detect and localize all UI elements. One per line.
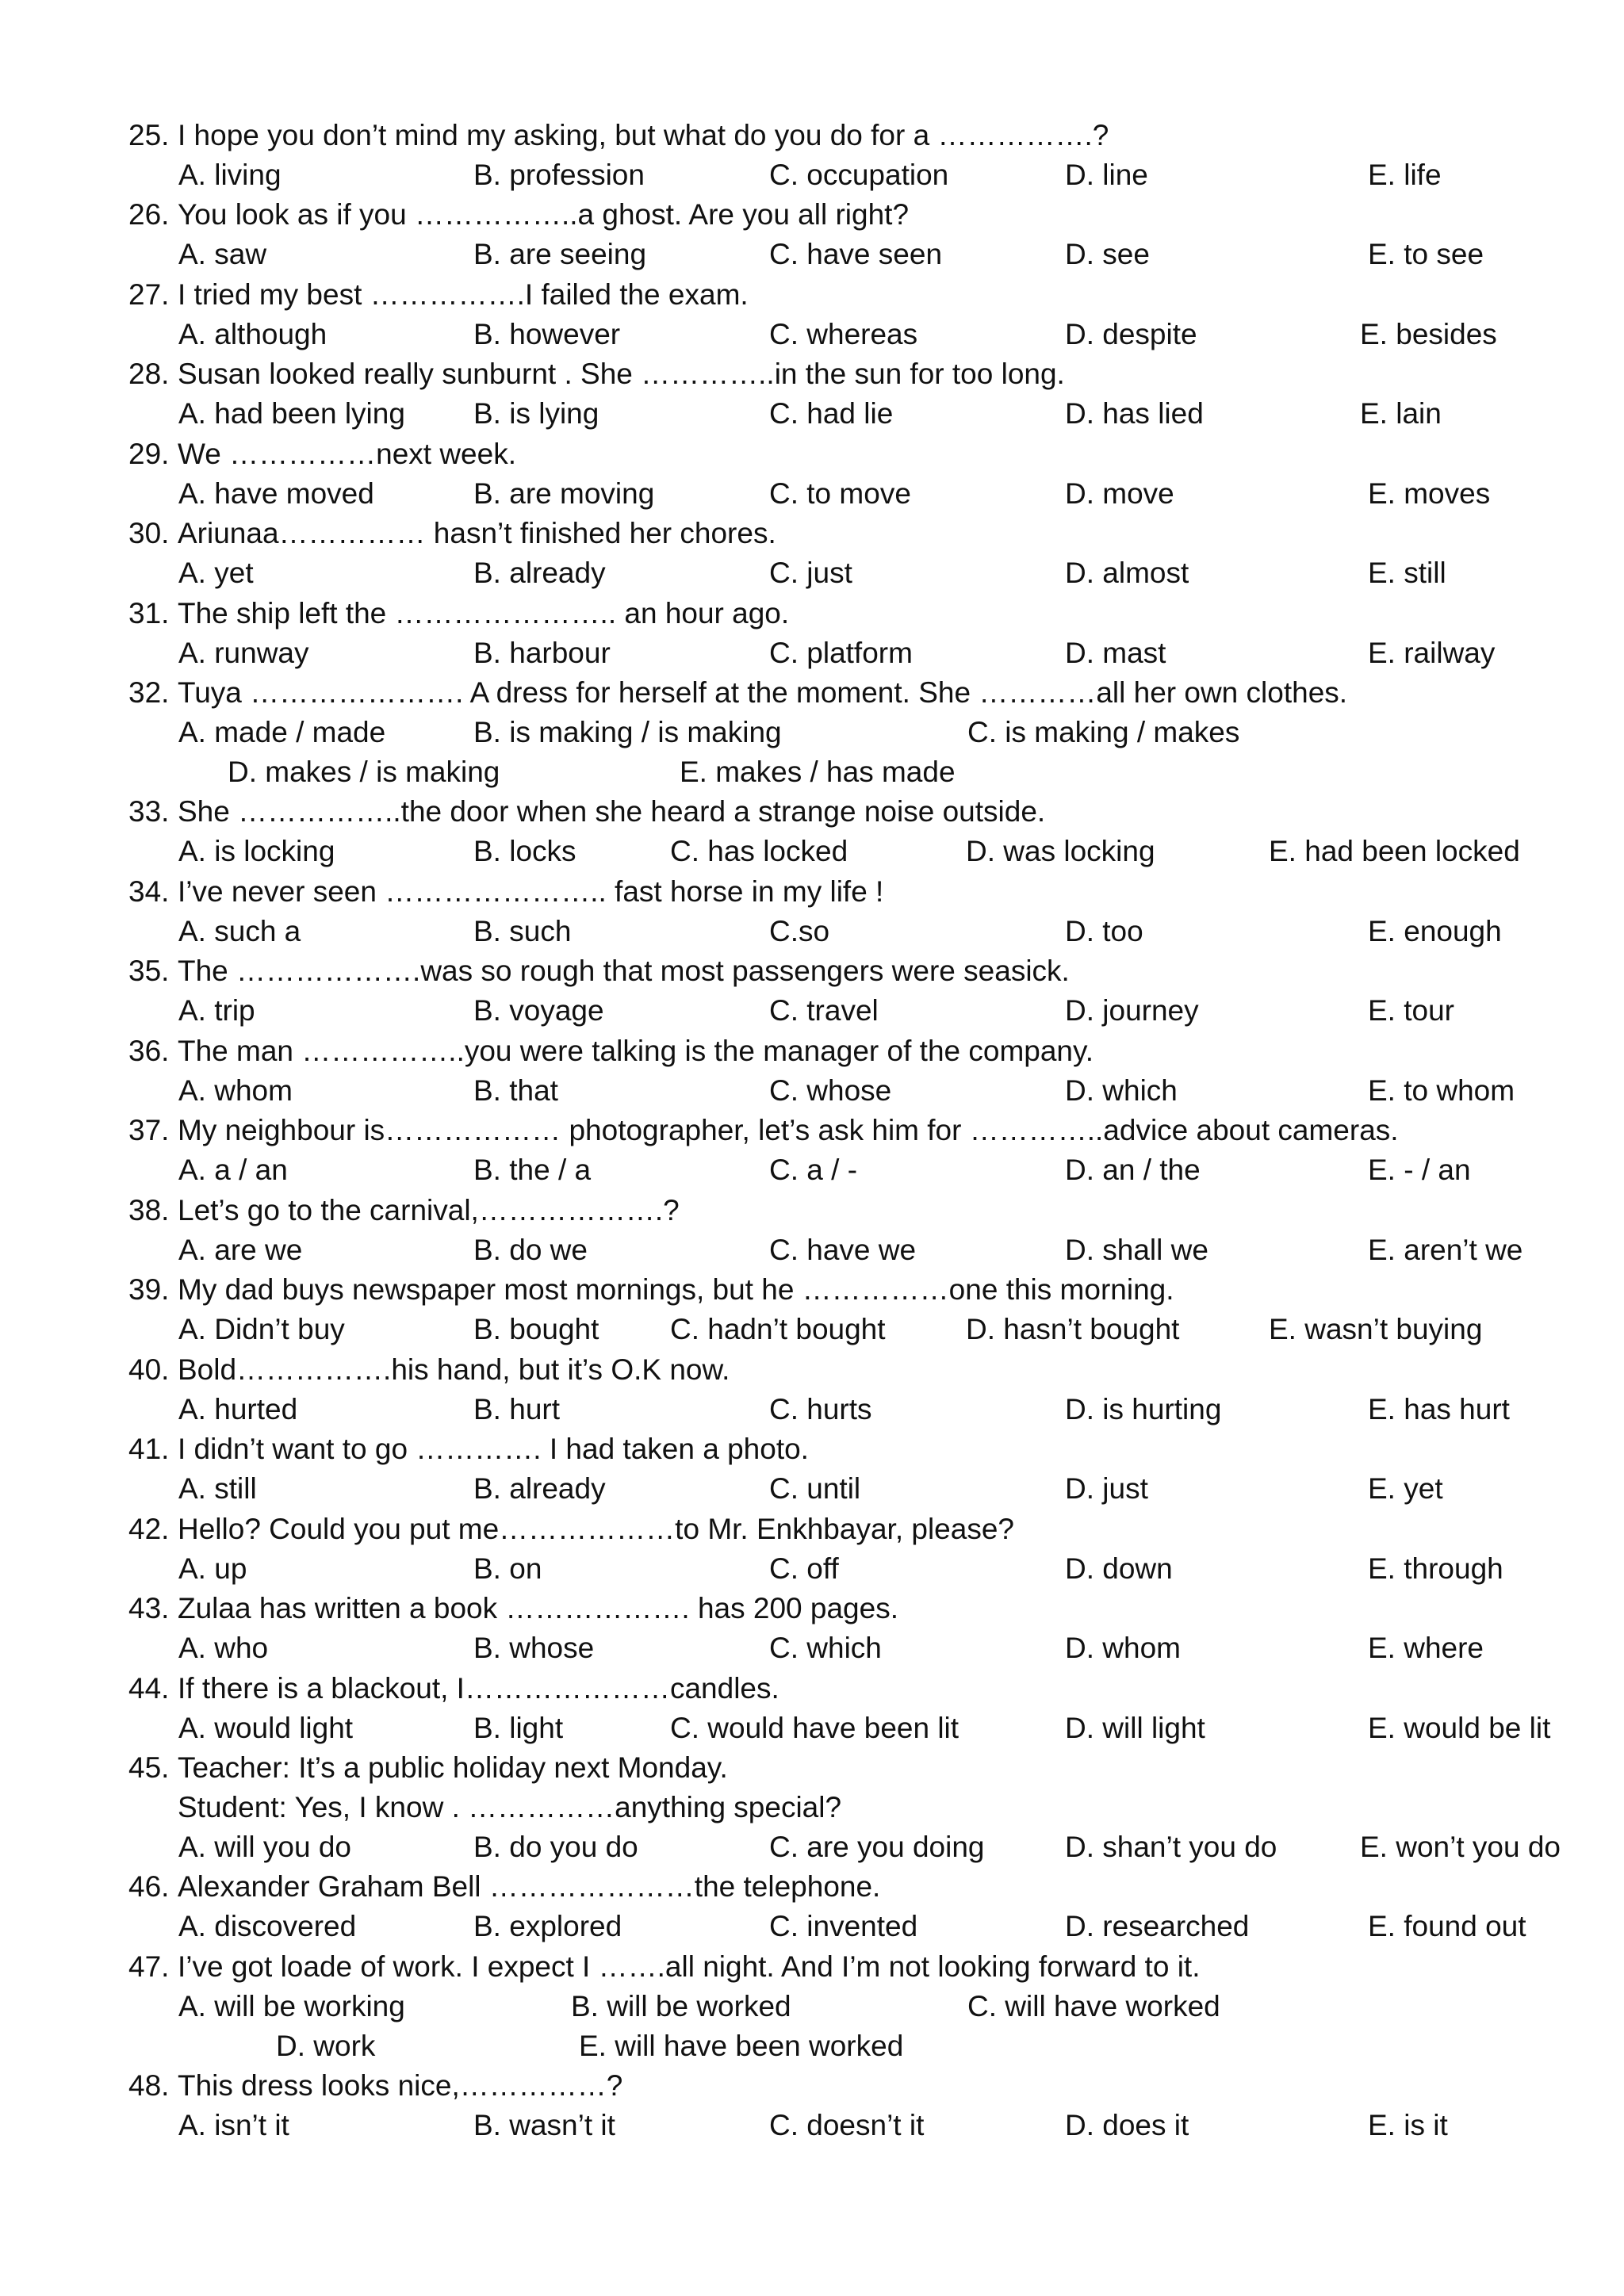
answer-option: C. had lie (769, 397, 894, 430)
answer-option: E. tour (1368, 994, 1454, 1027)
question-45-options (0, 1827, 1624, 1867)
answer-option: E. where (1368, 1632, 1484, 1664)
answer-option: B. wasn’t it (473, 2109, 615, 2141)
answer-option: B. already (473, 557, 606, 589)
answer-option: C. until (769, 1472, 861, 1505)
question-43-stem-line (0, 1589, 1624, 1628)
question-number: 46. (128, 1870, 170, 1903)
answer-option: B. locks (473, 835, 576, 867)
question-36-stem-line (0, 1031, 1624, 1071)
answer-option: D. almost (1065, 557, 1189, 589)
answer-option: E. has hurt (1368, 1393, 1510, 1425)
answer-option: B. harbour (473, 637, 611, 669)
answer-option: B. explored (473, 1910, 622, 1942)
answer-option: C. platform (769, 637, 913, 669)
question-29-options (0, 474, 1624, 514)
question-stem: Tuya …………………. A dress for herself at the moment. She …………all her own clothes. (178, 676, 1348, 709)
answer-option: B. the / a (473, 1154, 592, 1186)
answer-option: B. already (473, 1472, 606, 1505)
answer-option: C. is making / makes (967, 716, 1240, 748)
question-33-options (0, 832, 1624, 871)
question-stem: I tried my best …………….I failed the exam. (178, 278, 749, 311)
question-number: 39. (128, 1273, 170, 1306)
question-stem: The ……………….was so rough that most passengers were seasick. (178, 955, 1070, 987)
question-39-stem-line (0, 1270, 1624, 1310)
question-number: 43. (128, 1592, 170, 1624)
answer-option: D. is hurting (1065, 1393, 1222, 1425)
question-28-stem-line (0, 354, 1624, 394)
answer-option: E. aren’t we (1368, 1234, 1523, 1266)
answer-option: D. journey (1065, 994, 1199, 1027)
question-26-options (0, 235, 1624, 274)
answer-option: A. whom (178, 1074, 293, 1107)
answer-option: B. is making / is making (473, 716, 782, 748)
answer-option: C. hurts (769, 1393, 872, 1425)
question-32-stem-line (0, 673, 1624, 713)
question-28-options (0, 394, 1624, 434)
question-30-options (0, 553, 1624, 593)
answer-option: C. invented (769, 1910, 918, 1942)
answer-option: D. despite (1065, 318, 1197, 350)
answer-option: C. will have worked (967, 1990, 1220, 2022)
answer-option: A. still (178, 1472, 257, 1505)
question-stem: The man ……………..you were talking is the manager of the company. (178, 1035, 1094, 1067)
answer-option: B. light (473, 1712, 564, 1744)
question-number: 35. (128, 955, 170, 987)
question-41-options (0, 1469, 1624, 1509)
answer-option: E. wasn’t buying (1269, 1313, 1483, 1345)
answer-option: D. makes / is making (228, 756, 500, 788)
question-31-options (0, 633, 1624, 673)
answer-option: B. hurt (473, 1393, 560, 1425)
answer-option: E. won’t you do (1360, 1831, 1561, 1863)
question-47-stem-line (0, 1947, 1624, 1987)
question-43-options (0, 1628, 1624, 1668)
answer-option: B. such (473, 915, 572, 947)
answer-option: E. will have been worked (579, 2030, 904, 2062)
question-36-options (0, 1071, 1624, 1111)
answer-option: D. an / the (1065, 1154, 1201, 1186)
question-stem: This dress looks nice,……………? (178, 2069, 623, 2102)
answer-option: C. hadn’t bought (670, 1313, 886, 1345)
answer-option: D. was locking (966, 835, 1155, 867)
question-33-stem-line (0, 792, 1624, 832)
answer-option: C. which (769, 1632, 882, 1664)
question-stem: Susan looked really sunburnt . She …………..in the sun for too long. (178, 358, 1065, 390)
answer-option: C. would have been lit (670, 1712, 959, 1744)
question-number: 36. (128, 1035, 170, 1067)
answer-option: E. besides (1360, 318, 1497, 350)
answer-option: D. line (1065, 159, 1148, 191)
answer-option: B. are moving (473, 477, 655, 510)
question-stem: She ……………..the door when she heard a strange noise outside. (178, 795, 1046, 828)
answer-option: E. would be lit (1368, 1712, 1551, 1744)
question-stem: I’ve never seen ………………….. fast horse in my life ! (178, 875, 884, 908)
question-stem: Hello? Could you put me………………to Mr. Enkhbayar, please? (178, 1513, 1014, 1545)
question-48-options (0, 2106, 1624, 2145)
answer-option: C. a / - (769, 1154, 858, 1186)
answer-option: B. voyage (473, 994, 604, 1027)
question-42-options (0, 1549, 1624, 1589)
question-number: 34. (128, 875, 170, 908)
question-48-stem-line (0, 2066, 1624, 2106)
answer-option: D. researched (1065, 1910, 1250, 1942)
answer-option: C. travel (769, 994, 879, 1027)
question-27-options (0, 315, 1624, 354)
question-46-stem-line (0, 1867, 1624, 1907)
question-number: 45. (128, 1751, 170, 1784)
answer-option: D. hasn’t bought (966, 1313, 1180, 1345)
answer-option: E. still (1368, 557, 1446, 589)
answer-option: A. would light (178, 1712, 354, 1744)
question-38-options (0, 1230, 1624, 1270)
answer-option: D. whom (1065, 1632, 1181, 1664)
answer-option: D. has lied (1065, 397, 1204, 430)
question-stem: I hope you don’t mind my asking, but what do you do for a …………….? (178, 119, 1109, 151)
answer-option: E. moves (1368, 477, 1491, 510)
question-26-stem-line (0, 195, 1624, 235)
answer-option: E. is it (1368, 2109, 1448, 2141)
answer-option: E. yet (1368, 1472, 1443, 1505)
question-number: 44. (128, 1672, 170, 1705)
answer-option: A. had been lying (178, 397, 405, 430)
answer-option: A. up (178, 1552, 247, 1585)
answer-option: E. through (1368, 1552, 1503, 1585)
answer-option: B. do you do (473, 1831, 638, 1863)
answer-option: B. do we (473, 1234, 588, 1266)
question-38-stem-line (0, 1191, 1624, 1230)
answer-option: E. found out (1368, 1910, 1526, 1942)
question-number: 31. (128, 597, 170, 629)
question-40-options (0, 1390, 1624, 1429)
question-46-options (0, 1907, 1624, 1946)
question-25-options (0, 155, 1624, 195)
question-47-options-row-2 (0, 2026, 1624, 2066)
answer-option: A. trip (178, 994, 255, 1027)
question-34-stem-line (0, 872, 1624, 912)
question-number: 33. (128, 795, 170, 828)
question-number: 37. (128, 1114, 170, 1146)
question-stem: Teacher: It’s a public holiday next Monday. (178, 1751, 728, 1784)
answer-option: C. have seen (769, 238, 943, 270)
question-stem: Let’s go to the carnival,……………….? (178, 1194, 680, 1226)
answer-option: C. whose (769, 1074, 892, 1107)
question-number: 41. (128, 1433, 170, 1465)
answer-option: B. profession (473, 159, 645, 191)
answer-option: A. a / an (178, 1154, 288, 1186)
question-40-stem-line (0, 1350, 1624, 1390)
answer-option: C. are you doing (769, 1831, 985, 1863)
answer-option: B. whose (473, 1632, 595, 1664)
answer-option: A. isn’t it (178, 2109, 289, 2141)
answer-option: B. bought (473, 1313, 599, 1345)
answer-option: A. will you do (178, 1831, 351, 1863)
answer-option: C. doesn’t it (769, 2109, 925, 2141)
answer-option: E. enough (1368, 915, 1502, 947)
question-stem: I’ve got loade of work. I expect I …….all night. And I’m not looking forward to it. (178, 1950, 1201, 1983)
question-31-stem-line (0, 594, 1624, 633)
answer-option: B. on (473, 1552, 542, 1585)
answer-option: D. just (1065, 1472, 1148, 1505)
question-30-stem-line (0, 514, 1624, 553)
answer-option: A. saw (178, 238, 267, 270)
question-number: 38. (128, 1194, 170, 1226)
question-number: 48. (128, 2069, 170, 2102)
answer-option: D. move (1065, 477, 1174, 510)
answer-option: A. made / made (178, 716, 386, 748)
answer-option: C. just (769, 557, 852, 589)
question-34-options (0, 912, 1624, 951)
question-32-options-row-2 (0, 752, 1624, 792)
question-45-stem-line-2 (0, 1788, 1624, 1827)
question-number: 27. (128, 278, 170, 311)
question-25-stem-line (0, 116, 1624, 155)
question-41-stem-line (0, 1429, 1624, 1469)
question-stem: Bold…………….his hand, but it’s O.K now. (178, 1353, 730, 1386)
question-45-stem-line (0, 1748, 1624, 1788)
question-35-stem-line (0, 951, 1624, 991)
answer-option: A. yet (178, 557, 254, 589)
answer-option: D. does it (1065, 2109, 1189, 2141)
answer-option: B. however (473, 318, 621, 350)
answer-option: D. too (1065, 915, 1143, 947)
question-number: 25. (128, 119, 170, 151)
question-stem: We ……………next week. (178, 438, 516, 470)
answer-option: D. shall we (1065, 1234, 1208, 1266)
answer-option: A. hurted (178, 1393, 298, 1425)
question-37-options (0, 1150, 1624, 1190)
answer-option: C. whereas (769, 318, 918, 350)
answer-option: A. runway (178, 637, 309, 669)
answer-option: C. off (769, 1552, 839, 1585)
answer-option: C. to move (769, 477, 911, 510)
question-number: 42. (128, 1513, 170, 1545)
answer-option: A. living (178, 159, 282, 191)
answer-option: E. had been locked (1269, 835, 1520, 867)
question-number: 32. (128, 676, 170, 709)
answer-option: B. are seeing (473, 238, 647, 270)
answer-option: E. railway (1368, 637, 1496, 669)
answer-option: B. that (473, 1074, 558, 1107)
answer-option: D. down (1065, 1552, 1173, 1585)
question-number: 29. (128, 438, 170, 470)
answer-option: A. is locking (178, 835, 335, 867)
question-stem-continued: Student: Yes, I know . ……………anything special? (178, 1791, 842, 1823)
answer-option: A. discovered (178, 1910, 357, 1942)
answer-option: A. who (178, 1632, 269, 1664)
question-number: 26. (128, 198, 170, 231)
answer-option: E. to whom (1368, 1074, 1515, 1107)
answer-option: E. to see (1368, 238, 1484, 270)
answer-option: D. work (276, 2030, 376, 2062)
answer-option: E. lain (1360, 397, 1442, 430)
question-35-options (0, 991, 1624, 1031)
answer-option: A. although (178, 318, 327, 350)
answer-option: A. Didn’t buy (178, 1313, 345, 1345)
question-number: 40. (128, 1353, 170, 1386)
question-42-stem-line (0, 1510, 1624, 1549)
answer-option: A. such a (178, 915, 301, 947)
question-37-stem-line (0, 1111, 1624, 1150)
question-stem: I didn’t want to go …………. I had taken a photo. (178, 1433, 809, 1465)
answer-option: A. are we (178, 1234, 303, 1266)
question-stem: If there is a blackout, I…………………candles. (178, 1672, 779, 1705)
question-number: 28. (128, 358, 170, 390)
question-stem: My neighbour is……………… photographer, let’s ask him for …………..advice about cameras. (178, 1114, 1399, 1146)
question-39-options (0, 1310, 1624, 1349)
answer-option: A. will be working (178, 1990, 405, 2022)
question-stem: Alexander Graham Bell …………………the telephone. (178, 1870, 881, 1903)
answer-option: C. have we (769, 1234, 917, 1266)
question-47-options (0, 1987, 1624, 2026)
answer-option: B. will be worked (571, 1990, 791, 2022)
answer-option: B. is lying (473, 397, 599, 430)
answer-option: D. see (1065, 238, 1150, 270)
question-stem: The ship left the ………………….. an hour ago. (178, 597, 790, 629)
answer-option: D. mast (1065, 637, 1166, 669)
question-number: 47. (128, 1950, 170, 1983)
answer-option: C.so (769, 915, 830, 947)
question-29-stem-line (0, 434, 1624, 474)
question-44-stem-line (0, 1669, 1624, 1709)
answer-option: C. has locked (670, 835, 848, 867)
question-stem: You look as if you ……………..a ghost. Are you all right? (178, 198, 910, 231)
answer-option: E. - / an (1368, 1154, 1471, 1186)
question-stem: Zulaa has written a book ………………. has 200 pages. (178, 1592, 898, 1624)
answer-option: A. have moved (178, 477, 374, 510)
question-32-options (0, 713, 1624, 752)
question-27-stem-line (0, 275, 1624, 315)
question-44-options (0, 1709, 1624, 1748)
answer-option: D. which (1065, 1074, 1178, 1107)
question-stem: Ariunaa…………… hasn’t finished her chores. (178, 517, 776, 549)
answer-option: C. occupation (769, 159, 949, 191)
question-stem: My dad buys newspaper most mornings, but he ……………one this morning. (178, 1273, 1174, 1306)
question-number: 30. (128, 517, 170, 549)
answer-option: D. will light (1065, 1712, 1205, 1744)
answer-option: E. life (1368, 159, 1442, 191)
answer-option: E. makes / has made (680, 756, 956, 788)
answer-option: D. shan’t you do (1065, 1831, 1277, 1863)
